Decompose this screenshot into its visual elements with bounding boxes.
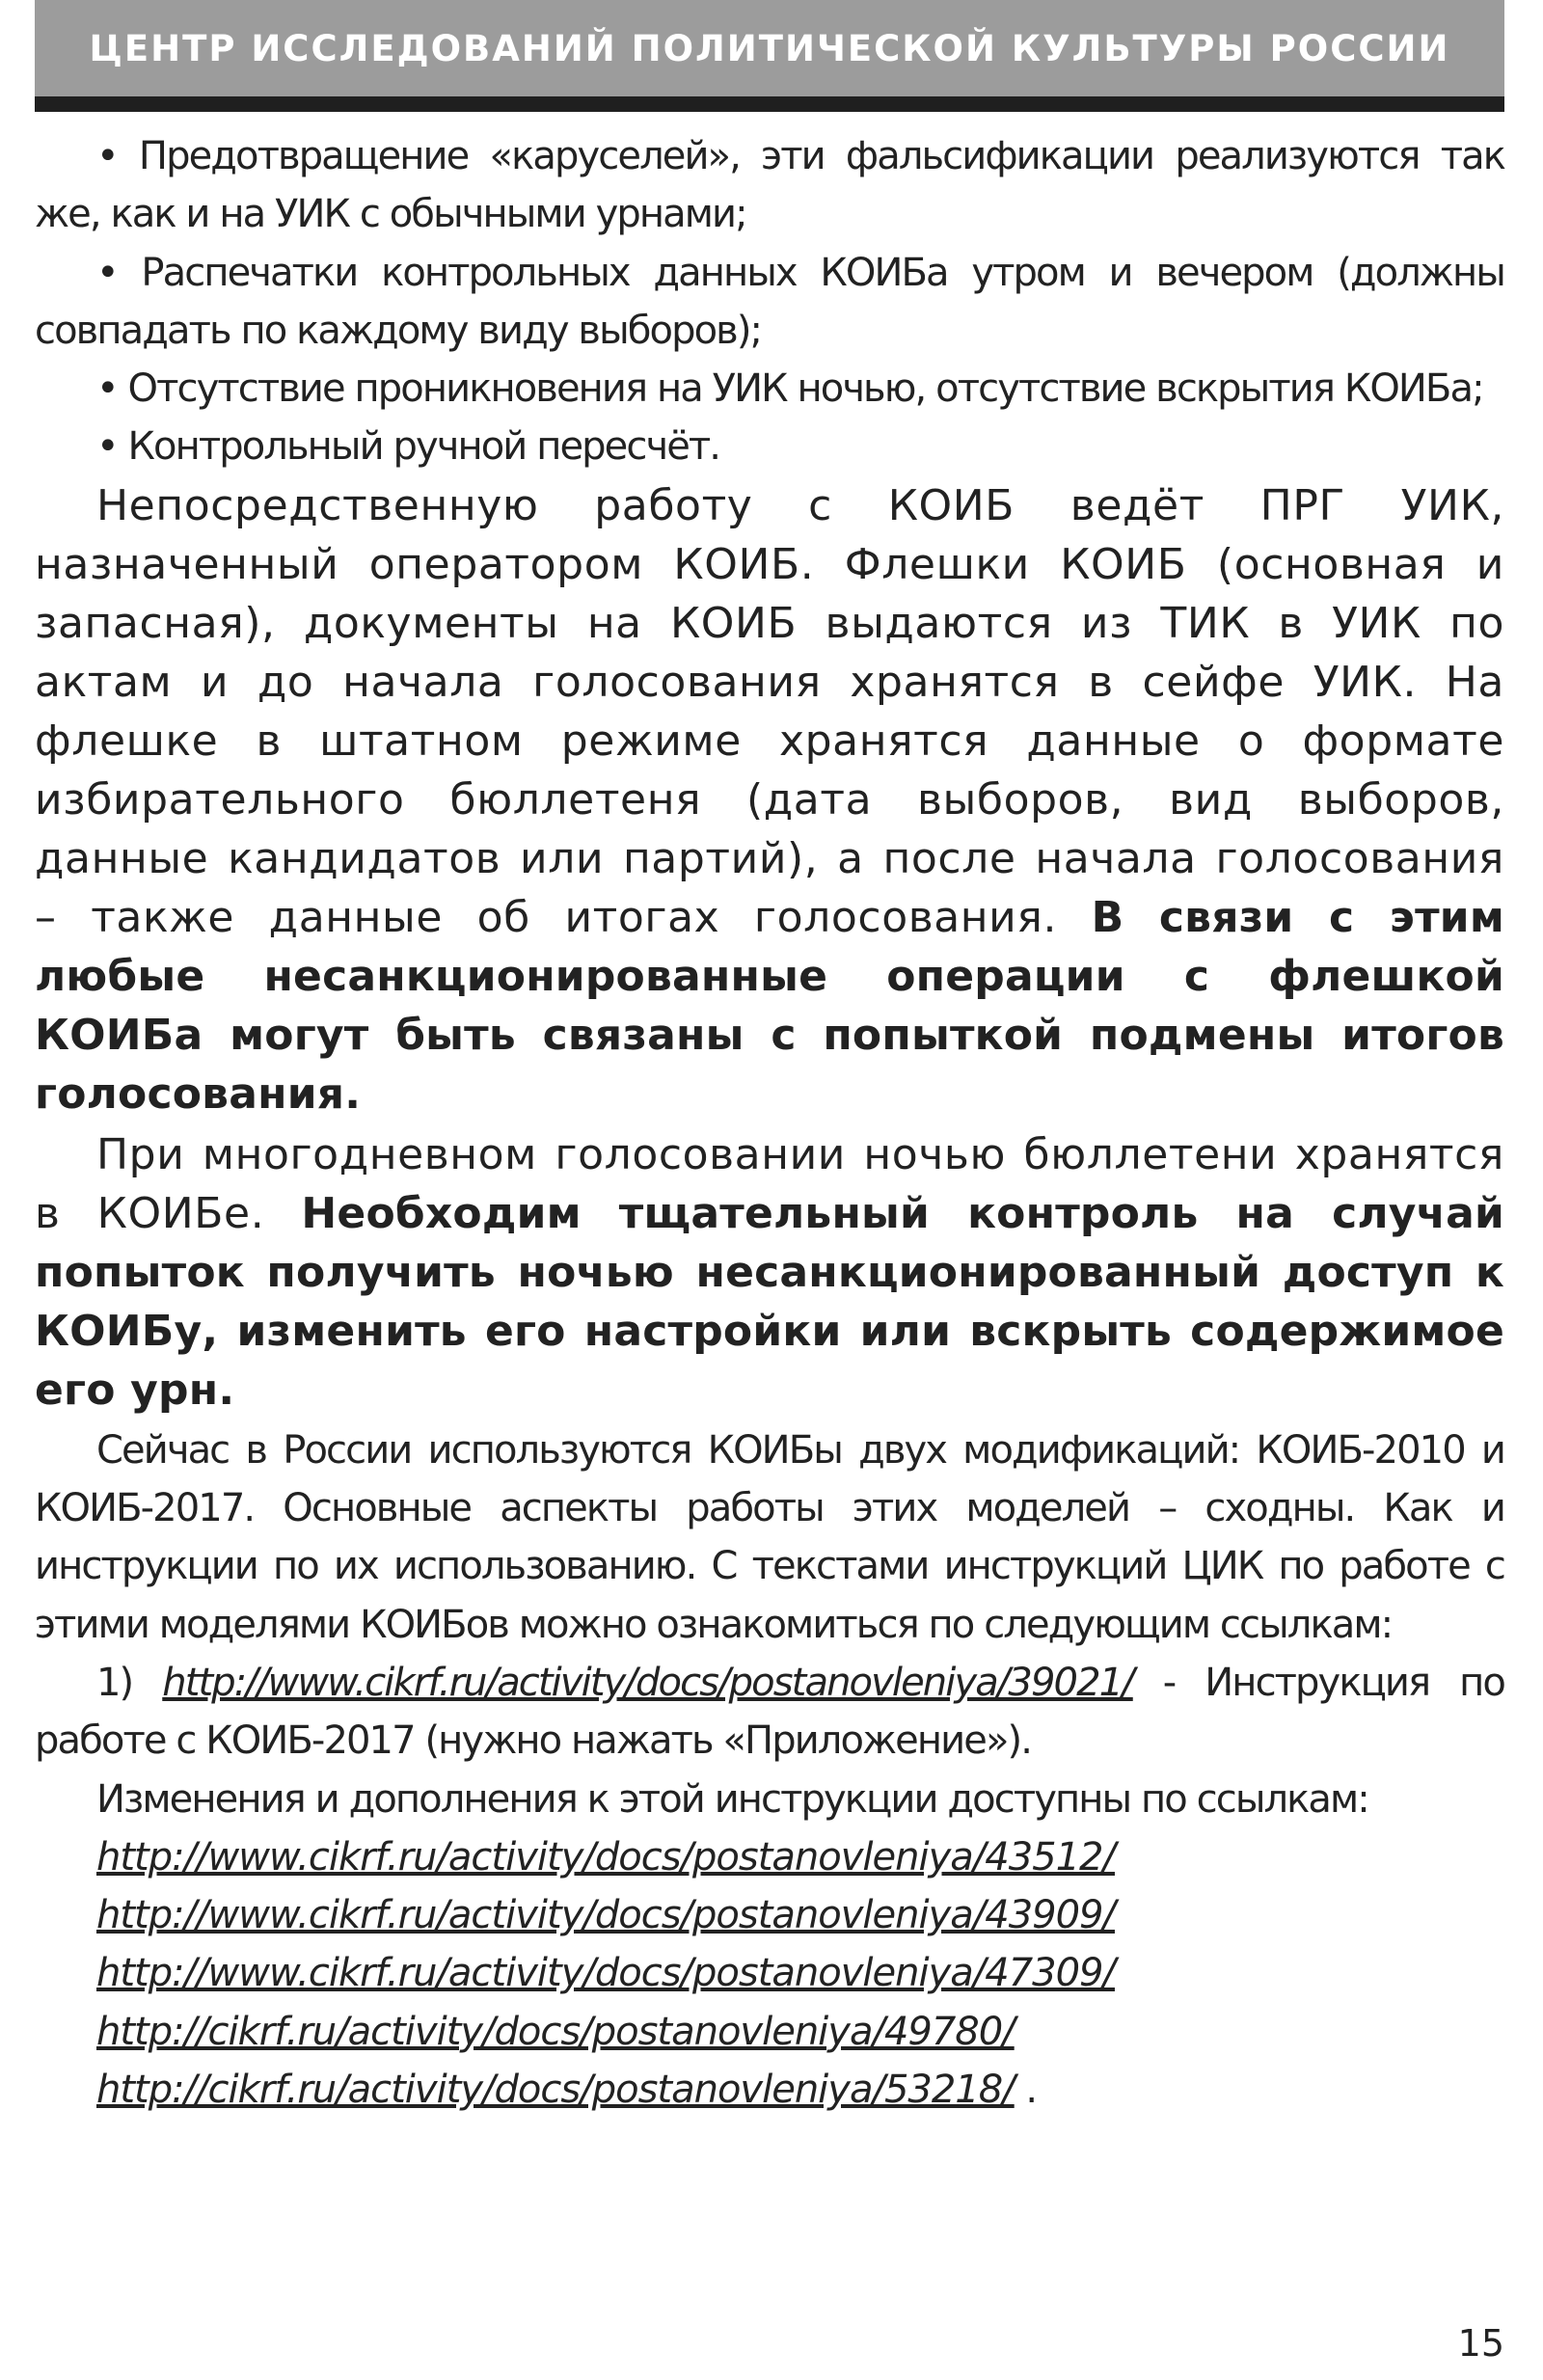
link-line xyxy=(35,1944,1504,2002)
bullet-item: • Отсутствие проникновения на УИК ночью, отсутствие вскрытия КОИБа; xyxy=(96,366,1483,412)
header-band xyxy=(35,0,1504,96)
body-text xyxy=(35,127,1504,2119)
changes-link[interactable]: http://www.cikrf.ru/activity/docs/postanovleniya/47309/ xyxy=(96,1951,1115,1996)
item-suffix: - Инструкция по работе с КОИБ-2017 (нужно нажать «Приложение»). xyxy=(35,1660,1504,1764)
page-number: 15 xyxy=(1457,2322,1504,2365)
paragraph-koib-models: Сейчас в России используются КОИБы двух модификаций: КОИБ-2010 и КОИБ-2017. Основные аспекты работы этих моделей – сходны. Как и инструкции по их использованию. С текстами инструкций ЦИК по работе с этими моделями КОИБов можно ознакомиться по следующим ссылкам: xyxy=(35,1427,1504,1647)
header-rule xyxy=(35,96,1504,112)
link-line xyxy=(35,2061,1504,2119)
bullet-item: • Предотвращение «каруселей», эти фальсификации реализуются так же, как и на УИК с обычными урнами; xyxy=(35,134,1504,237)
paragraph-flash-drives xyxy=(35,476,1504,1123)
link-list-end: . xyxy=(1014,2068,1038,2113)
changes-link[interactable]: http://www.cikrf.ru/activity/docs/postanovleniya/43512/ xyxy=(96,1834,1115,1880)
paragraph-multiday-voting xyxy=(35,1125,1504,1420)
link-line xyxy=(35,1886,1504,1944)
changes-link[interactable]: http://www.cikrf.ru/activity/docs/postanovleniya/43909/ xyxy=(96,1893,1115,1938)
emphasis-text: В связи с этим любые несанкционированные операции с флешкой КОИБа могут быть связаны с попыткой подмены итогов голосования. xyxy=(35,892,1504,1119)
bullet-item: • Распечатки контрольных данных КОИБа утром и вечером (должны совпадать по каждому виду выборов); xyxy=(35,250,1504,353)
item-prefix: 1) xyxy=(96,1660,163,1705)
paragraph-text: При многодневном голосовании ночью бюллетени хранятся в КОИБе. xyxy=(35,1129,1504,1238)
changes-intro: Изменения и дополнения к этой инструкции доступны по ссылкам: xyxy=(96,1776,1368,1822)
instruction-item-1 xyxy=(35,1654,1504,1771)
changes-link[interactable]: http://cikrf.ru/activity/docs/postanovleniya/53218/ xyxy=(96,2068,1015,2113)
bullet-item: • Контрольный ручной пересчёт. xyxy=(96,424,720,470)
link-line xyxy=(35,1828,1504,1886)
running-header-title: ЦЕНТР ИССЛЕДОВАНИЙ ПОЛИТИЧЕСКОЙ КУЛЬТУРЫ РОССИИ xyxy=(89,27,1450,69)
instruction-link[interactable]: http://www.cikrf.ru/activity/docs/postanovleniya/39021/ xyxy=(162,1660,1133,1705)
emphasis-text: Необходим тщательный контроль на случай попыток получить ночью несанкционированный доступ к КОИБу, изменить его настройки или вскрыть содержимое его урн. xyxy=(35,1188,1504,1415)
changes-link[interactable]: http://cikrf.ru/activity/docs/postanovleniya/49780/ xyxy=(96,2009,1015,2054)
paragraph-text: Непосредственную работу с КОИБ ведёт ПРГ УИК, назначенный оператором КОИБ. Флешки КОИБ (основная и запасная), документы на КОИБ выдаются из ТИК в УИК по актам и до начала голосования хранятся в сейфе УИК. На флешке в штатном режиме хранятся данные о формате избирательного бюллетеня (дата выборов, вид выборов, данные кандидатов или партий), а после начала голосования – также данные об итогах голосования. xyxy=(35,480,1504,942)
link-line xyxy=(35,2003,1504,2061)
